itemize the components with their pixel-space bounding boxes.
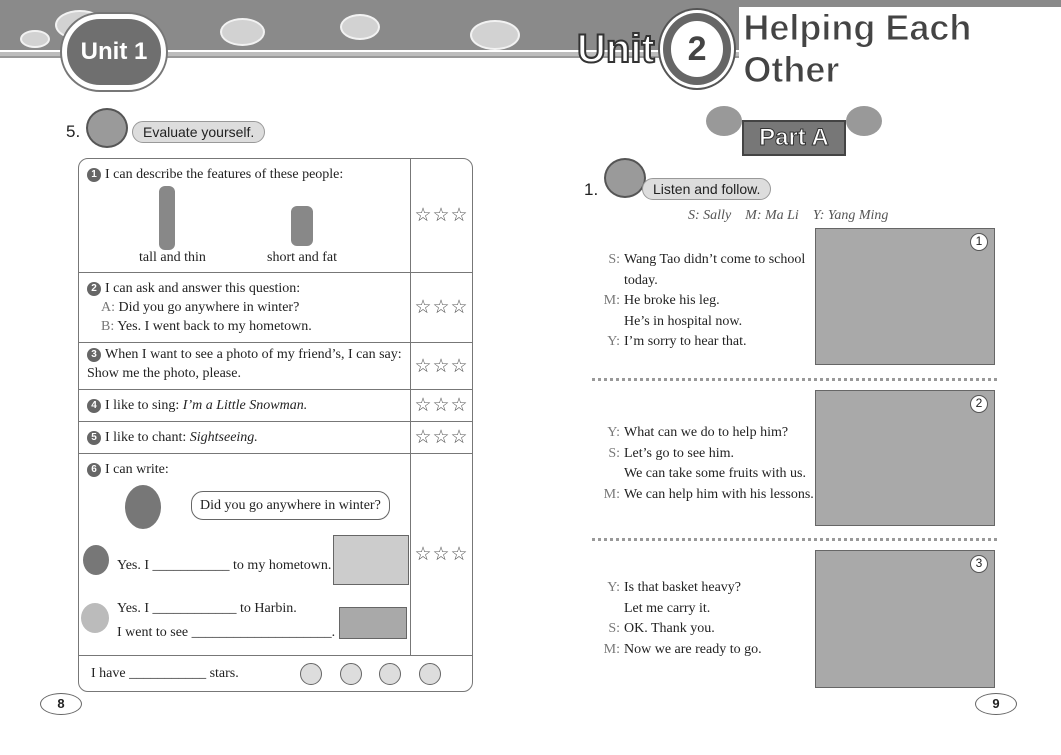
dialog-1 <box>600 250 805 353</box>
dialog-line: He’s in hospital now. <box>624 313 743 329</box>
item-number: 1 <box>87 168 101 182</box>
line-text: Let’s go to see him. <box>624 445 735 461</box>
picture-number: 2 <box>970 395 988 413</box>
section-number: 1. <box>584 180 599 199</box>
cloud-icon <box>470 20 520 50</box>
line-text: Is that basket heavy? <box>624 580 742 595</box>
neutral-face-icon <box>379 663 401 685</box>
part-badge: Part A <box>742 120 846 156</box>
dialog-line <box>600 578 762 599</box>
unit-title-text: Helping Each Other <box>739 7 1061 91</box>
item-text: When I want to see a photo of my friend’s, I can say: <box>105 347 402 362</box>
line-a: Did you go anywhere in winter? <box>118 300 300 315</box>
girl2-illustration <box>81 603 109 633</box>
dialog-line <box>600 250 805 271</box>
picture-carry-basket <box>815 550 995 688</box>
speaker: Y: <box>607 425 620 440</box>
star-rating[interactable]: ☆☆☆ <box>410 390 472 422</box>
unit-badge: Unit 1 <box>62 14 166 90</box>
evaluation-table <box>78 158 473 692</box>
caption-tall: tall and thin <box>139 250 206 265</box>
mascot-headphones-icon <box>604 158 646 198</box>
mascot-icon <box>86 108 128 148</box>
write-line-2[interactable]: Yes. I ____________ to Harbin. <box>117 601 297 616</box>
line-text: He broke his leg. <box>624 293 720 308</box>
girl-illustration <box>125 485 161 529</box>
write-line-3[interactable]: I went to see ____________________. <box>117 625 336 640</box>
speaker: S: <box>608 445 620 461</box>
picture-number: 3 <box>970 555 988 573</box>
dialog-line <box>600 444 814 465</box>
section-label: Evaluate yourself. <box>132 121 265 143</box>
star-rating[interactable]: ☆☆☆ <box>410 273 472 343</box>
item-text: I can describe the features of these people: <box>105 167 344 182</box>
cloud-icon <box>220 18 265 46</box>
speaker-b: B: <box>101 319 115 334</box>
item-text: I can write: <box>105 462 169 477</box>
dialog-line: We can take some fruits with us. <box>624 466 806 481</box>
section-number: 5. <box>66 122 81 141</box>
item-number: 4 <box>87 399 101 413</box>
airplane-illustration <box>333 535 409 585</box>
item-text: I can ask and answer this question: <box>105 281 301 296</box>
speaker: S: <box>608 252 620 267</box>
line-text: I’m sorry to hear that. <box>624 334 747 349</box>
chant-title: Sightseeing. <box>189 430 258 445</box>
speech-bubble: Did you go anywhere in winter? <box>191 491 390 520</box>
star-rating[interactable]: ☆☆☆ <box>410 454 472 656</box>
item-number: 5 <box>87 431 101 445</box>
dialog-line <box>600 291 805 312</box>
tall-boy-illustration <box>159 186 175 250</box>
dialog-line <box>600 640 762 661</box>
item-text: I like to chant: <box>105 430 190 445</box>
picture-number: 1 <box>970 233 988 251</box>
line-text: We can help him with his lessons. <box>624 486 814 502</box>
speaker-key: S: Sally M: Ma Li Y: Yang Ming <box>688 208 889 223</box>
speaker: M: <box>603 641 620 657</box>
dialog-line <box>600 332 805 353</box>
table-row <box>79 656 472 691</box>
picture-fruit-basket <box>815 390 995 526</box>
unit-title <box>577 7 1061 90</box>
cloud-icon <box>20 30 50 48</box>
dialog-3 <box>600 578 762 660</box>
line-text: Wang Tao didn’t come to school <box>624 252 806 267</box>
dialog-line <box>600 485 814 506</box>
table-row <box>79 273 472 343</box>
line-text: Now we are ready to go. <box>624 641 762 657</box>
speaker: S: <box>608 621 620 636</box>
speaker: M: <box>603 486 620 502</box>
dialog-2 <box>600 423 814 505</box>
harbin-illustration <box>339 607 407 639</box>
dialog-line: Let me carry it. <box>624 600 711 616</box>
line-b: Yes. I went back to my hometown. <box>117 319 312 334</box>
table-row <box>79 343 472 390</box>
write-line-1[interactable]: Yes. I ___________ to my hometown. <box>117 558 332 573</box>
speaker: M: <box>603 293 620 308</box>
stars-total-line[interactable]: I have ___________ stars. <box>91 665 239 681</box>
speaker: Y: <box>607 334 620 349</box>
star-rating[interactable]: ☆☆☆ <box>410 343 472 390</box>
item-number: 3 <box>87 348 101 362</box>
caption-short: short and fat <box>267 250 337 265</box>
table-row <box>79 159 472 273</box>
dotted-divider <box>592 538 997 541</box>
dialog-line <box>600 423 814 444</box>
laughing-face-icon <box>300 663 322 685</box>
unit-number-badge: 2 <box>663 13 732 85</box>
line-text: OK. Thank you. <box>624 621 715 636</box>
short-boy-illustration <box>291 206 313 246</box>
table-row <box>79 390 472 422</box>
dialog-line <box>600 619 762 640</box>
item-text-line2: Show me the photo, please. <box>87 366 241 381</box>
line-text: What can we do to help him? <box>624 425 789 440</box>
smiling-face-icon <box>340 663 362 685</box>
speaker-a: A: <box>101 300 115 315</box>
dotted-divider <box>592 378 997 381</box>
picture-hospital <box>815 228 995 365</box>
sad-face-icon <box>419 663 441 685</box>
table-row <box>79 454 472 656</box>
star-rating[interactable]: ☆☆☆ <box>410 159 472 273</box>
table-row <box>79 422 472 454</box>
page-number: 8 <box>40 693 82 715</box>
bird-icon <box>706 106 742 136</box>
cloud-icon <box>340 14 380 40</box>
dialog-line: today. <box>624 272 658 288</box>
item-number: 6 <box>87 463 101 477</box>
star-rating[interactable]: ☆☆☆ <box>410 422 472 454</box>
item-text: I like to sing: <box>105 398 183 413</box>
page-number: 9 <box>975 693 1017 715</box>
song-title: I’m a Little Snowman. <box>182 398 308 413</box>
item-number: 2 <box>87 282 101 296</box>
speaker: Y: <box>607 580 620 595</box>
boy-illustration <box>83 545 109 575</box>
bird-icon <box>846 106 882 136</box>
section-label: Listen and follow. <box>642 178 771 200</box>
unit-word: Unit <box>577 26 655 71</box>
